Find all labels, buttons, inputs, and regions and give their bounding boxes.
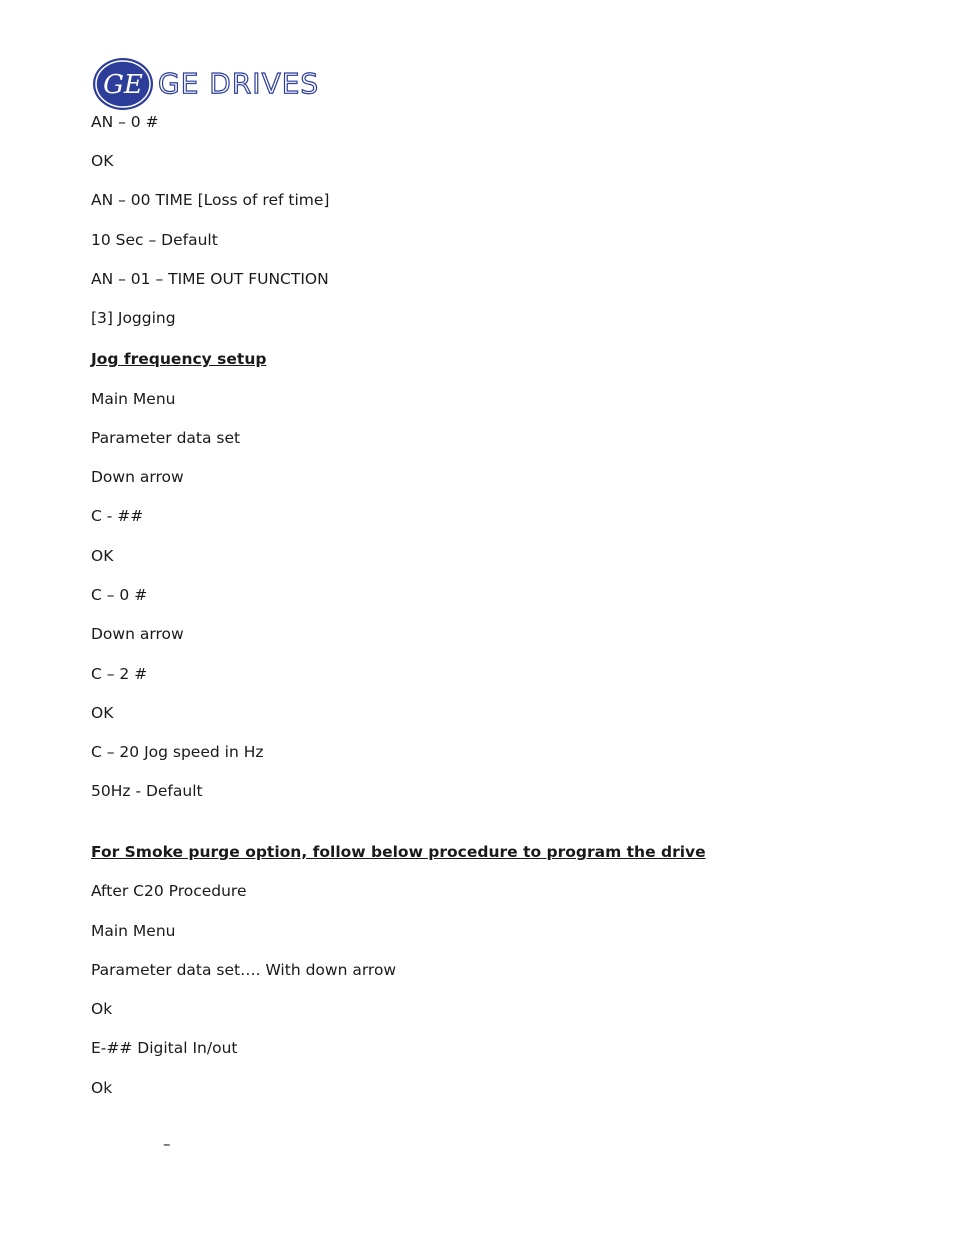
svg-text:GE: GE bbox=[103, 70, 143, 100]
text-line: Main Menu bbox=[91, 390, 176, 408]
text-line: AN – 0 # bbox=[91, 113, 159, 131]
text-line: OK bbox=[91, 704, 114, 722]
text-line: Ok bbox=[91, 1000, 113, 1018]
text-line: Parameter data set…. With down arrow bbox=[91, 961, 397, 979]
section-heading-smoke-purge: For Smoke purge option, follow below procedure to program the drive bbox=[91, 843, 706, 861]
text-line: AN – 00 TIME [Loss of ref time] bbox=[91, 191, 330, 209]
text-line: AN – 01 – TIME OUT FUNCTION bbox=[91, 270, 329, 288]
text-line: C – 2 # bbox=[91, 665, 148, 683]
section-heading-jog-frequency: Jog frequency setup bbox=[91, 350, 267, 368]
brand-name: GE DRIVES bbox=[158, 67, 320, 100]
text-line: C - ## bbox=[91, 507, 144, 525]
text-line: C – 0 # bbox=[91, 586, 148, 604]
text-line: Parameter data set bbox=[91, 429, 241, 447]
text-line: [3] Jogging bbox=[91, 309, 176, 327]
text-line: OK bbox=[91, 547, 114, 565]
text-line: Main Menu bbox=[91, 922, 176, 940]
text-line: 50Hz - Default bbox=[91, 782, 203, 800]
text-line: E-## Digital In/out bbox=[91, 1039, 238, 1057]
text-line: OK bbox=[91, 152, 114, 170]
ge-monogram-icon bbox=[92, 57, 154, 111]
text-line: 10 Sec – Default bbox=[91, 231, 218, 249]
text-line: Ok bbox=[91, 1079, 113, 1097]
ge-drives-logo bbox=[92, 57, 319, 111]
text-line: C – 20 Jog speed in Hz bbox=[91, 743, 264, 761]
text-line: After C20 Procedure bbox=[91, 882, 247, 900]
trailing-dash: – bbox=[163, 1135, 171, 1153]
text-line: Down arrow bbox=[91, 625, 184, 643]
text-line: Down arrow bbox=[91, 468, 184, 486]
